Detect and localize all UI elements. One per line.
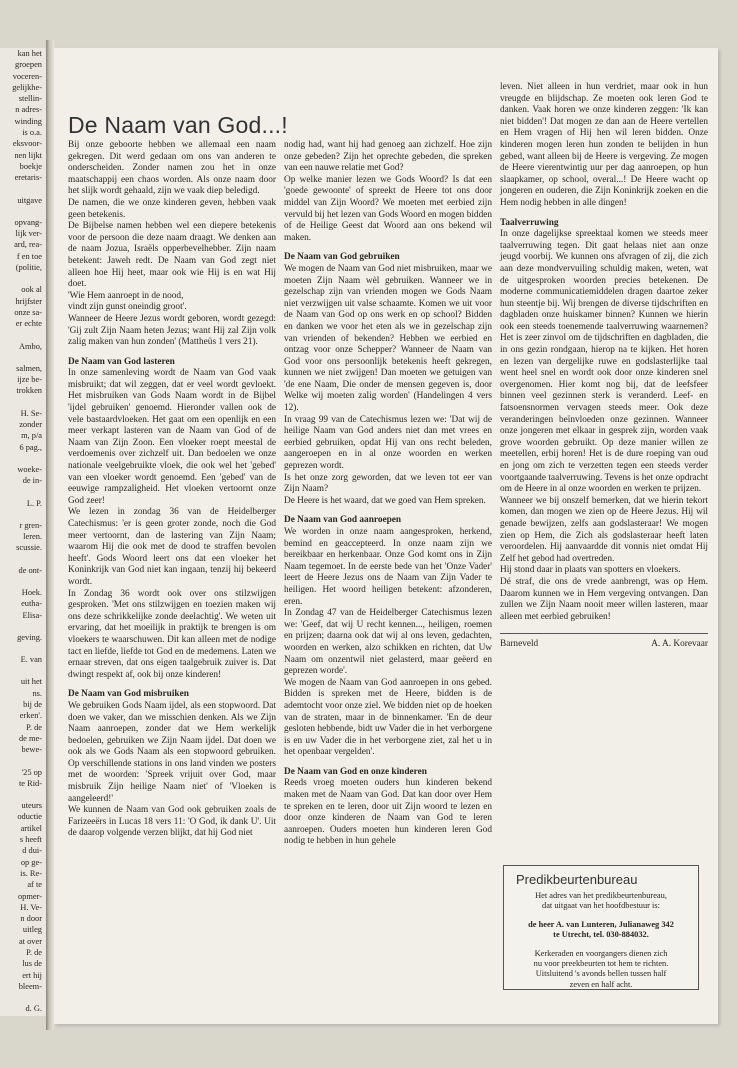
prev-page-gap [0,509,46,520]
prev-page-line: n door [20,914,42,924]
paragraph: De namen, die we onze kinderen geven, hebben vaak geen betekenis. [68,197,276,220]
prev-page-gap [0,665,46,676]
paragraph: Bij onze geboorte hebben we allemaal een naam gekregen. Dit werd gedaan om ons van anderen te onderscheiden. Zonder namen zou het in onze maatschappij een chaos worden. Als onze naam door het slijk wordt gehaald, zijn we vaak diep beledigd. [68,140,276,197]
prev-page-line: salmen, [16,363,42,373]
prev-page-line: leren. [23,532,42,542]
prev-page-line: de me- [18,733,42,743]
paragraph: We gebruiken Gods Naam ijdel, als een stopwoord. Dat doen we vaker, dan we misschien denken. Als we Zijn Naam aanroepen, zonder dat we Hem werkelijk bedoelen, gebruiken we Zijn Naam ijdel. Dat doen we ook als we Gods Naam als een stopwoord gebruiken. Op verschillende stations in ons land vinden we posters met de woorden: 'Spreek vrijuit over God, maar misbruik Zijn heilige Naam niet' of 'Vloeken is aangeleerd!' [68,700,276,804]
prev-page-line: s heeft [19,835,42,845]
paragraph: In onze dagelijkse spreektaal komen we steeds meer taalverruwing tegen. Dit gaat helaas niet aan onze jeugd voorbij. We kunnen ons afvragen of zij, die zich aan deze mondvervuiling schuldig maken, weten, wat de uitgesproken woorden precies betekenen. De moderne communicatiemiddelen dragen daartoe zeker hun steentje bij. Wij brengen de diverse tijdschriften en dagbladen onze huiskamer binnen? Kunnen we hierin ook een steeds toenemende taalverruwing waarnemen? Het is zeer zinvol om de tijdschriften en dagbladen, die in ons gezin rondgaan, hierop na te kijken. Het horen en lezen van dergelijke ruwe en godslasterlijke taal went heel snel en wordt ook door onze kinderen snel overgenomen. Hier komt nog bij, dat de leefsfeer binnen veel gezinnen sterk is veranderd. Leef- en fatsoensnormen vervagen steeds meer. Ook deze veranderingen beïnvloeden onze gezinnen. Wanneer onze jongeren met elkaar in gesprek zijn, worden vaak grove woorden gebruikt. Op deze manier willen ze meetellen, erbij horen! Het is de dure roeping van oud en jong om zich te verzetten tegen een steeds verder voortgaande taalverruwing. Tevens is het onze opdracht om de Heere in al onze woorden en werken te prijzen. [500,229,708,495]
prev-page-line: d. G. [25,1004,42,1014]
section-heading: De Naam van God en onze kinderen [284,766,427,777]
prev-page-gap [0,576,46,587]
prev-page-line: opmer- [17,891,42,901]
prev-page-line: geving. [17,632,42,642]
prev-page-line: uit het [20,677,42,687]
prev-page-line: eutha- [21,599,42,609]
prev-page-line: onze sa- [14,307,42,317]
prev-page-line: bleem- [18,981,42,991]
prev-page-line: trokken [16,386,42,396]
prev-page-gap [0,206,46,217]
paragraph: Op welke manier lezen we Gods Woord? Is dat een 'goede gewoonte' of spreekt de Heere tot ons door middel van Zijn Woord? We moeten met eerbied zijn vervuld bij het lezen van Gods Woord en mogen bidden of de Heilige Geest dat Woord aan ons bekend wil maken. [284,174,492,243]
prev-page-line: te Rid- [18,778,42,788]
paragraph: De Heere is het waard, dat we goed van Hem spreken. [284,495,486,506]
paragraph: In Zondag 47 van de Heidelberger Catechismus lezen we: 'Geef, dat wij U recht kennen..., heiligen, roemen en prijzen; daarna ook dat wij al ons leven, gedachten, woorden en werken, alzo schikken en richten, dat Uw Naam om onzentwil niet gelasterd, maar geëerd en geprezen worde'. [284,608,492,677]
prev-page-line: ook al [21,285,42,295]
prev-page-line: d dui- [22,846,42,856]
prev-page-gap [0,273,46,284]
prev-page-line: H. Se- [20,408,42,418]
paragraph: In Zondag 36 wordt ook over ons stilzwijgen gesproken. 'Met ons stilzwijgen en toezien maken wij ons deze schrikkelijke zonde deelachtig'. We weten uit ervaring, dat het moeilijk in praktijk te brengen is om vloekers te waarschuwen. Dit kan alleen met de nodige tact en liefde, liefde tot God en de medemens. Laten we ernaar streven, dat ons eigen taalgebruik zuiver is. Dat dwingt respekt af, ook bij onze kinderen! [68,588,276,680]
prev-page-line: ns. [32,688,42,698]
paragraph: We lezen in zondag 36 van de Heidelberger Catechismus: 'er is geen groter zonde, noch die God meer vertoornt, dan de lastering van Zijn Naam; waarom Hij die ook met de dood te straffen bevolen heeft'. Gods Woord leert ons dat een vloeker het Koninkrijk van God niet kan ingaan, tenzij hij bekeerd wordt. [68,507,276,587]
prev-page-line: 6 pag., [19,442,42,452]
article-title: De Naam van God...! [68,112,288,138]
prev-page-line: de ont- [18,565,42,575]
prev-page-line: stellin- [18,94,42,104]
prev-page-line: voceren- [12,71,42,81]
notice-address-2: te Utrecht, tel. 030-884032. [553,930,649,940]
prev-page-gap [0,453,46,464]
prev-page-line: eretaris- [14,173,42,183]
prev-page-line: zonder [19,420,42,430]
prev-page-line: erken'. [19,711,42,721]
prev-page-line: artikel [20,823,42,833]
previous-page-edge [0,48,46,1016]
page-gutter [46,40,54,1030]
prev-page-line: Hoek. [21,587,42,597]
prev-page-line: groepen [15,60,42,70]
prev-page-line: ard, rea- [14,240,42,250]
section-heading: Taalverruwing [500,217,559,228]
prev-page-line: er echte [15,319,42,329]
prev-page-line: f en toe [16,251,42,261]
prev-page-line: opvang- [14,217,42,227]
prev-page-line: (politie, [15,263,42,273]
prev-page-gap [0,756,46,767]
notice-note-2: nu voor preekbeurten tot hem te richten. [533,959,669,969]
prev-page-line: ert hij [22,970,42,980]
prev-page-line: hrijfster [15,296,42,306]
prev-page-line: de in- [22,476,42,486]
signature-place: Barneveld [500,639,539,650]
article-column-1 [68,140,276,840]
notice-address [512,920,690,941]
quote-line: 'Wie Hem aanroept in de nood, [68,290,184,301]
signature-author: A. A. Korevaar [651,639,708,650]
prev-page-gap [0,554,46,565]
notice-note-3: Uitsluitend 's avonds bellen tussen half [535,969,667,979]
paragraph: Is het onze zorg geworden, dat we leven tot eer van Zijn Naam? [284,472,492,495]
prev-page-line: gelijkhe- [12,82,42,92]
prev-page-line: winding [14,116,42,126]
article-column-2 [284,140,492,848]
prev-page-gap [0,397,46,408]
article-column-3 [500,82,708,651]
section-heading: De Naam van God gebruiken [284,252,400,263]
predikbeurtenbureau-notice [503,865,699,990]
prev-page-line: r gren- [19,520,42,530]
paragraph: leven. Niet alleen in hun verdriet, maar ook in hun vreugde en blijdschap. Ze moeten ook leren God te danken. Vaak horen we onze kinderen zeggen: 'Ik kan niet bidden'! Dat mogen ze dan aan de Heere vertellen en Hem vragen of Hij hen wil leren bidden. Onze kinderen mogen leren hun zonden te belijden in hun gebed, want alleen bij de Heere is vergeving. Ze mogen de Heere vierentwintig uur per dag aanroepen, op hun slaapkamer, op school, overal...! De Heere wacht op jongeren en ouderen, die Zijn Koninkrijk zoeken en die Hem nodig hebben in alle dingen! [500,82,708,208]
prev-page-line: woeke- [17,464,42,474]
prev-page-gap [0,621,46,632]
prev-page-line: oductie [17,812,42,822]
prev-page-gap [0,643,46,654]
prev-page-line: m, p/a [21,431,42,441]
notice-note-4: zeven en half acht. [569,979,633,989]
prev-page-line: kan het [17,49,42,58]
prev-page-line: E. van [20,655,42,665]
notice-intro-1: Het adres van het predikbeurtenbureau, [535,891,667,900]
paragraph: We mogen de Naam van God niet misbruiken, maar we moeten Zijn Naam wèl gebruiken. Wanneer we in gezelschap zijn van vrienden mogen we Gods Naam niet verzwijgen uit valse schaamte. Komen we uit voor de Naam van God op ons werk en op school? Bidden en danken we voor het eten als we in gezelschap zijn van vrienden of bekenden? Hebben we eerbied en ontzag voor onze Schepper? Wanneer de Naam van God voor ons persoonlijk betekenis heeft gekregen, kunnen we niet zwijgen! Dan moeten we getuigen van 'de ene Naam, Die onder de mensen gegeven is, door Welke wij moeten zalig worden' (Handelingen 4 vers 12). [284,263,492,414]
paragraph: Wanneer de Heere Jezus wordt geboren, wordt gezegd: 'Gij zult Zijn Naam heten Jezus; want Hij zal Zijn volk zalig maken van hun zonden' (Mattheüs 1 vers 21). [68,313,276,348]
paragraph: Dé straf, die ons de vrede aanbrengt, was op Hem. Daarom kunnen we in Hem vergeving ontvangen. Dan zullen we Zijn Naam nooit meer willen lasteren, maar alleen met eerbied gebruiken! [500,576,708,622]
prev-page-gap [0,352,46,363]
prev-page-line: L. P. [26,498,42,508]
prev-page-line: P. de [26,948,42,957]
prev-page-line: H. Ve- [20,902,42,912]
notice-intro-2: dat uitgaat van het hoofdbestuur is: [542,901,660,911]
prev-page-gap [0,992,46,1003]
prev-page-line: uteurs [21,801,42,811]
notice-note-1: Kerkeraden en voorgangers dienen zich [534,948,668,958]
paragraph: In onze samenleving wordt de Naam van God vaak misbruikt; dat wil zeggen, dat er veel wordt gevloekt. Het misbruiken van Gods Naam wordt in de Bijbel 'ijdel gebruiken' genoemd. Hieronder vallen ook de vele bastaardvloeken. Het gaat om een openlijk en een meer verkapt lasteren van de Naam van God of de Naam van Zijn Zoon. Een vloeker roept meestal de verdoemenis over zichzelf uit. Dan bedoelen we onze nationale veelgebruikte vloek, die ook wel het 'gebed' van een vloeker wordt genoemd. Een 'gebed' van de eeuwige rampzaligheid. Het vloeken vertoornt onze God zeer! [68,368,276,506]
article-signature [500,633,708,651]
paragraph: We worden in onze naam aangesproken, herkend, bemind en geaccepteerd. In onze naam zijn we bereikbaar en herkenbaar. Onze God komt ons in Zijn Naam tegemoet. In de eerste bede van het 'Onze Vader' leert de Heere Jezus ons de Naam van Zijn Vader te heiligen. Het woord heiligen betekent: afzonderen, eren. [284,527,492,607]
paragraph: We mogen de Naam van God aanroepen in ons gebed. Bidden is spreken met de Heere, bidden is de ademtocht voor onze ziel. We bidden niet op de hoeken van de straten, maar in de binnenkamer. 'En de deur gesloten hebbende, bidt uw Vader die in het verborgene is en uw Vader die in het verborgene ziet, zal het u in het openbaar vergelden'. [284,677,492,758]
section-heading: De Naam van God lasteren [68,356,175,367]
notice-address-1: de heer A. van Lunteren, Julianaweg 342 [528,919,674,929]
paragraph: We kunnen de Naam van God ook gebruiken zoals de Farizeeërs in Lucas 18 vers 11: 'O God, ik dank U'. Uit de daarop volgende verzen blijkt, dat hij God niet [68,805,276,839]
prev-page-line: '25 op [21,767,42,777]
prev-page-line: op ge- [20,857,42,867]
paragraph: Wanneer we bij onszelf bemerken, dat we hierin tekort komen, dan mogen we zien op de Heere Jezus. Hij wil genade bewijzen, zelfs aan godslasteraar! We mogen zien op Hem, die Zich als godslasteraar heeft laten veroordelen. Hij aanvaardde dit vonnis niet omdat Hij Zelf het gebod had overtreden. [500,495,708,564]
prev-page-line: ijze be- [17,375,42,385]
prev-page-line: eksvoor- [12,139,42,149]
prev-page-line: nen lijkt [14,150,42,160]
prev-page-line: lijk ver- [15,229,42,239]
paragraph: De Bijbelse namen hebben wel een diepere betekenis voor de persoon die deze naam draagt. We denken aan de naam Jozua, Israëls opperbevelhebber. Zijn naam betekent: Jaweh redt. De Naam van God zegt niet alleen hoe Hij heet, maar ook wie Hij is en wat Hij doet. [68,221,276,290]
paragraph: In vraag 99 van de Catechismus lezen we: 'Dat wij de heilige Naam van God anders niet dan met vrees en eerbied gebruiken, opdat Hij van ons recht beleden, aangeroepen en in al onze woorden en werken geprezen wordt. [284,414,492,472]
prev-page-line: bewe- [21,745,42,755]
paragraph: Hij stond daar in plaats van spotters en vloekers. [500,565,681,576]
section-heading: De Naam van God misbruiken [68,689,189,700]
paragraph: nodig had, want hij had genoeg aan zichzelf. Hoe zijn onze gebeden? Zijn het oprechte gebeden, die spreken van een nauwe relatie met God? [284,140,492,174]
notice-title: Predikbeurtenbureau [516,872,638,887]
prev-page-gap [0,487,46,498]
prev-page-gap [0,789,46,800]
prev-page-line: Elisa- [22,610,42,620]
prev-page-line: n adres- [15,105,42,115]
section-heading: De Naam van God aanroepen [284,515,402,526]
prev-page-line: bij de [23,700,42,710]
prev-page-line: at over [18,936,42,946]
prev-page-line: uitleg [22,925,42,935]
paragraph: Reeds vroeg moeten ouders hun kinderen bekend maken met de Naam van God. Dat kan door over Hem te spreken en te leren, door uit Zijn woord te lezen en door onze kinderen de Naam van God te leren aanroepen. Ouders moeten hun kinderen leren God nodig te hebben in hun gehele [284,778,492,847]
prev-page-line: af te [27,880,42,890]
prev-page-line: Ambo, [18,341,42,351]
quote-line: vindt zijn gunst oneindig groot'. [68,302,187,313]
prev-page-line: uitgave [17,195,42,205]
prev-page-line: is. Re- [20,868,42,878]
prev-page-gap [0,330,46,341]
prev-page-line: P. de [26,722,42,732]
prev-page-line: lus de [22,959,42,969]
prev-page-line: is o.a. [22,128,42,138]
prev-page-line: boekje [19,161,42,171]
prev-page-line: scussie. [16,543,42,553]
prev-page-gap [0,184,46,195]
